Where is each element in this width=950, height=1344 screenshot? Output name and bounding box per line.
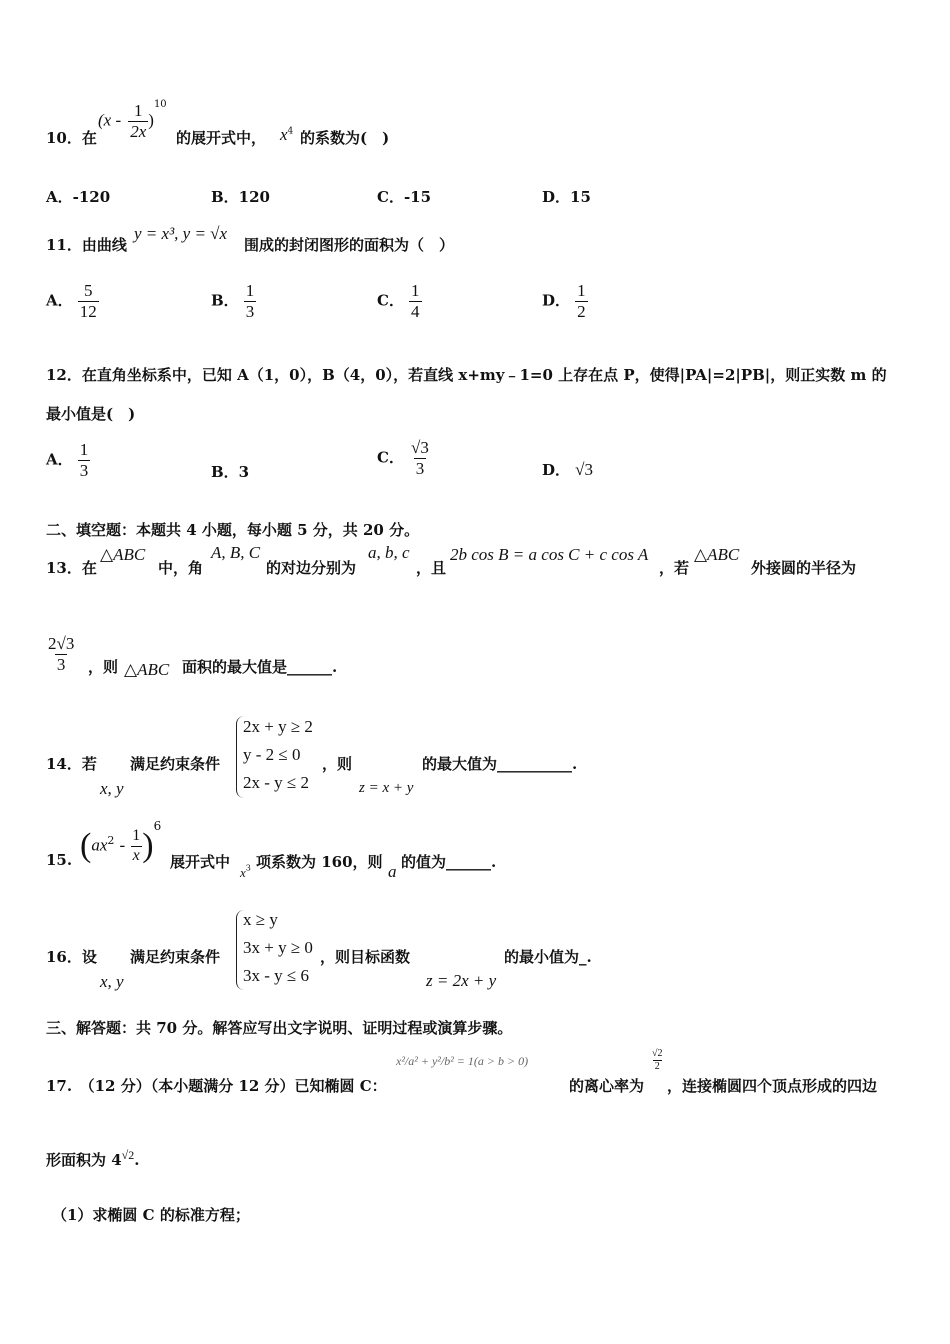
q15-number: 15. [46,851,73,869]
q14-vars: x, y [100,779,124,798]
q12-option-a[interactable]: A． $\frac{1}{3}$ [46,440,89,480]
q14-text-3: 的最大值为__________. [422,755,578,773]
q13-triangle-3: △ABC [124,660,170,679]
q14-constraint-3: 2x - y ≤ 2 [243,773,309,792]
q10-frac-den: 2x [130,121,147,141]
q11-curve: y = x³, y = √x [134,224,228,243]
q12-option-d[interactable]: D． √3 [542,460,593,479]
q15-text-1: 展开式中 [170,853,231,871]
q12-line1: 12．在直角坐标系中，已知 A（1，0），B（4，0），若直线 x+my﹣1=0 上存在点 P，使得|PA|=2|PB|，则正实数 m 的 [46,366,887,384]
q13-text-7: 面积的最大值是______. [182,658,338,676]
q13-sides: a, b, c [368,543,410,562]
q15-text-3: 的值为______. [401,853,497,871]
q14-constraint-2: y - 2 ≤ 0 [243,745,301,764]
q14-number: 14．若 [46,755,97,773]
q12-line2: 最小值是( ) [46,405,136,423]
q16-constraint-1: x ≥ y [243,910,278,929]
q17-eccentricity: $\frac{√2}{2}$ [652,1048,663,1072]
q12-option-c[interactable]: C． $\frac{√3}{3}$ [377,438,429,478]
q10-option-c[interactable]: C．-15 [377,188,432,206]
q17-text-2: ，连接椭圆四个顶点形成的四边 [667,1077,878,1095]
q16-constraint-2: 3x + y ≥ 0 [243,938,313,957]
q14-constraint-1: 2x + y ≥ 2 [243,717,313,736]
q14-objective: z = x + y [359,780,414,796]
section-3-heading: 三、解答题：共 70 分。解答应写出文字说明、证明过程或演算步骤。 [46,1019,513,1037]
q15-a: a [388,862,397,881]
q13-text-4: ，若 [659,559,690,577]
q17-stem: 17. （12 分）（本小题满分 12 分）已知椭圆 C： [46,1077,387,1095]
q16-constraints [243,906,313,990]
q14-text-2: ，则 [322,755,353,773]
q11-option-b[interactable]: B． $\frac{1}{3}$ [211,281,255,321]
q17-part-1: （1）求椭圆 C 的标准方程； [52,1206,250,1224]
q16-number: 16．设 [46,948,97,966]
q17-area: 形面积为 $4^{√2}$. [46,1148,140,1169]
q16-text-1: 满足约束条件 [130,948,221,966]
q12-option-b[interactable]: B．3 [211,463,250,481]
q13-text-2: 的对边分别为 [266,559,357,577]
q10-number: 10．在 [46,129,97,147]
q15-term: $x^3$ [240,863,251,880]
q16-objective: z = 2x + y [426,971,497,990]
q13-number: 13．在 [46,559,97,577]
q13-text-6: ，则 [88,658,119,676]
q16-constraint-3: 3x - y ≤ 6 [243,966,309,985]
q14-text-1: 满足约束条件 [130,755,221,773]
q10-mid: 的展开式中， [176,129,267,147]
q10-fraction [128,101,148,141]
q13-equation: 2b cos B = a cos C + c cos A [450,545,649,564]
q15-text-2: 项系数为 160，则 [256,853,383,871]
q10-frac-num: 1 [133,101,143,120]
q10-option-a[interactable]: A．-120 [46,188,111,206]
q10-option-d[interactable]: D．15 [542,188,591,206]
q11-end: 围成的封闭图形的面积为（ ） [244,236,455,254]
q10-x4: $x^4$ [280,125,294,144]
q17-ellipse-equation: x²/a² + y²/b² = 1(a > b > 0) [396,1054,529,1068]
q11-option-c[interactable]: C． $\frac{1}{4}$ [377,281,420,321]
q13-angles: A, B, C [211,543,261,562]
section-2-heading: 二、填空题：本题共 4 小题，每小题 5 分，共 20 分。 [46,521,420,539]
q10-option-b[interactable]: B．120 [211,188,270,206]
q10-end: 的系数为( ) [300,129,390,147]
q13-triangle-1: △ABC [100,545,146,564]
q16-text-2: ，则目标函数 [320,948,411,966]
q13-text-1: 中，角 [158,559,204,577]
q10-exponent: 10 [153,99,167,111]
q10-expr-lhs: (x - [98,110,122,130]
q17-text-1: 的离心率为 [569,1077,645,1095]
q16-text-3: 的最小值为_. [504,948,592,966]
q11-option-a[interactable]: A． $\frac{5}{12}$ [46,281,97,321]
q14-constraints [243,713,313,797]
q13-text-3: ，且 [416,559,447,577]
q15-binomial: ($ax^2$ - $\frac{1}{x}$ )$^6$ [80,819,162,864]
q13-radius: $\frac{2√3}{3}$ [48,634,75,674]
q13-triangle-2: △ABC [694,545,740,564]
q11-number: 11．由曲线 [46,236,127,254]
q10-binomial: (x - $\frac{1}{2x}$ )$^{10}$ [98,99,167,141]
q11-option-d[interactable]: D． $\frac{1}{2}$ [542,281,586,321]
q13-text-5: 外接圆的半径为 [751,559,857,577]
q16-vars: x, y [100,972,124,991]
